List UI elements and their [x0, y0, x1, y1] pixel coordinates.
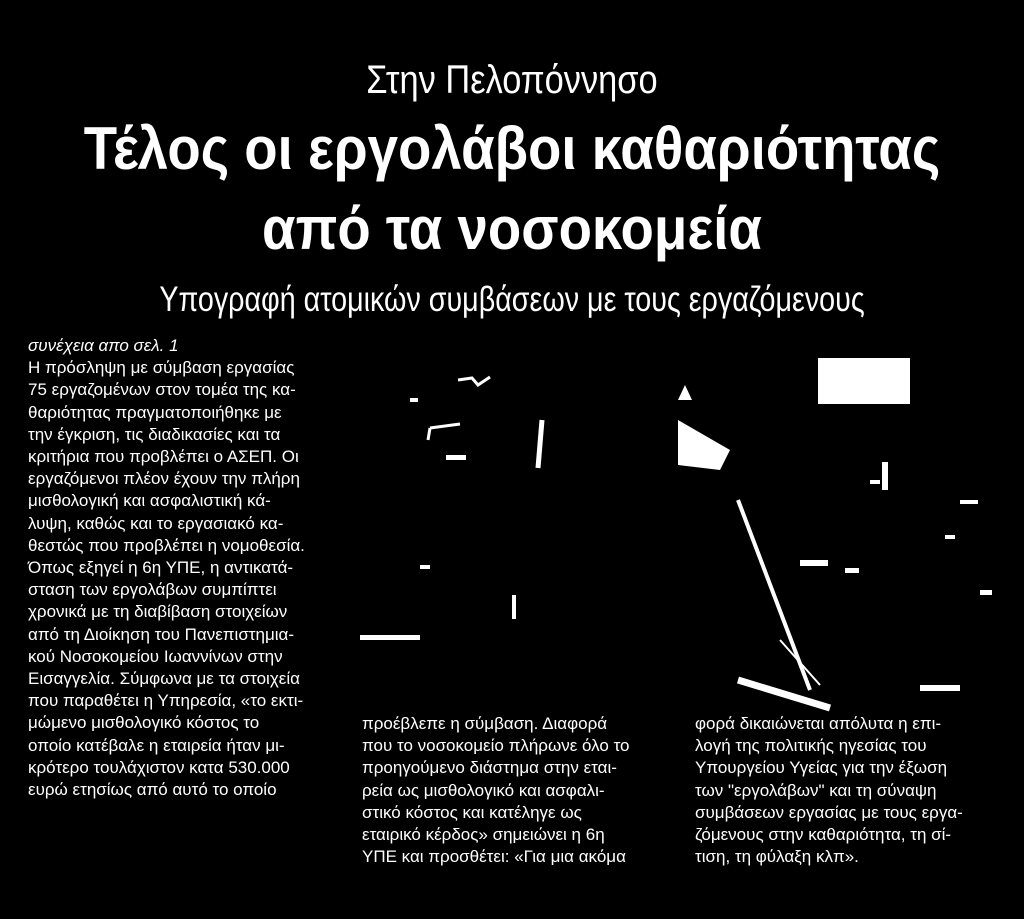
- text-line: μώμενο μισθολογικό κόστος το: [28, 713, 260, 733]
- text-line: ΥΠΕ και προσθέτει: «Για μια ακόμα: [362, 847, 626, 867]
- text-line: κού Νοσοκομείου Ιωαννίνων στην: [28, 646, 283, 666]
- text-line: που παραθέτει η Υπηρεσία, «το εκτι-: [28, 691, 304, 711]
- kicker: Στην Πελοπόννησο: [366, 58, 658, 102]
- article-column-2: [362, 713, 678, 868]
- text-line: κρότερο τουλάχιστον κατα 530.000: [28, 757, 290, 777]
- article-column-3: [695, 713, 1013, 868]
- text-line: προηγούμενο διάστημα στην εται-: [362, 758, 617, 778]
- text-line: από τη Διοίκηση του Πανεπιστημια-: [28, 624, 295, 644]
- column-1-body: [28, 357, 346, 801]
- text-line: κριτήρια που προβλέπει ο ΑΣΕΠ. Οι: [28, 447, 299, 467]
- photo-dark-corridor: [360, 340, 1024, 712]
- text-line: θεστώς που προβλέπει η νομοθεσία.: [28, 535, 305, 555]
- text-line: Όπως εξηγεί η 6η ΥΠΕ, η αντικατά-: [28, 558, 294, 578]
- text-line: τιση, τη φύλαξη κλπ».: [695, 847, 859, 867]
- text-line: που το νοσοκομείο πλήρωνε όλο το: [362, 736, 630, 756]
- text-line: λογή της πολιτικής ηγεσίας του: [695, 736, 927, 756]
- text-line: την έγκριση, τις διαδικασίες και τα: [28, 424, 281, 444]
- text-line: στικό κόστος και κατέληγε ως: [362, 802, 582, 822]
- text-line: συμβάσεων εργασίας με τους εργα-: [695, 802, 963, 822]
- text-line: οποίο κατέβαλε η εταιρεία ήταν μι-: [28, 735, 285, 755]
- continuation-note: συνέχεια απο σελ. 1: [28, 336, 179, 355]
- article-photo: [360, 340, 1024, 712]
- text-line: λυψη, καθώς και το εργασιακό κα-: [28, 513, 284, 533]
- column-2-body: [362, 713, 678, 868]
- column-3-body: [695, 713, 1013, 868]
- text-line: μισθολογική και ασφαλιστική κά-: [28, 491, 271, 511]
- text-line: ρεία ως μισθολογικό και ασφαλι-: [362, 780, 605, 800]
- text-line: χρονικά με τη διαβίβαση στοιχείων: [28, 602, 288, 622]
- text-line: των "εργολάβων" και τη σύναψη: [695, 780, 937, 800]
- article-column-1: [28, 335, 346, 801]
- subtitle: Υπογραφή ατομικών συμβάσεων με τους εργαζόμενους: [159, 280, 865, 319]
- text-line: θαριότητας πραγματοποιήθηκε με: [28, 402, 282, 422]
- text-line: ζόμενους στην καθαριότητα, τη σί-: [695, 825, 952, 845]
- headline-line-1: Τέλος οι εργολάβοι καθαριότητας: [83, 115, 941, 182]
- text-line: σταση των εργολάβων συμπίπτει: [28, 580, 277, 600]
- text-line: ευρώ ετησίως από αυτό το οποίο: [28, 780, 277, 800]
- text-line: φορά δικαιώνεται απόλυτα η επι-: [695, 714, 942, 733]
- text-line: Η πρόσληψη με σύμβαση εργασίας: [28, 358, 295, 378]
- text-line: εταιρικό κέρδος» σημειώνει η 6η: [362, 825, 605, 845]
- text-line: Υπουργείου Υγείας για την έξωση: [695, 758, 948, 778]
- text-line: Εισαγγελία. Σύμφωνα με τα στοιχεία: [28, 669, 300, 689]
- text-line: 75 εργαζομένων στον τομέα της κα-: [28, 380, 296, 400]
- headline-line-2: από τα νοσοκομεία: [262, 195, 762, 262]
- text-line: εργαζόμενοι πλέον έχουν την πλήρη: [28, 469, 300, 489]
- text-line: προέβλεπε η σύμβαση. Διαφορά: [362, 714, 608, 733]
